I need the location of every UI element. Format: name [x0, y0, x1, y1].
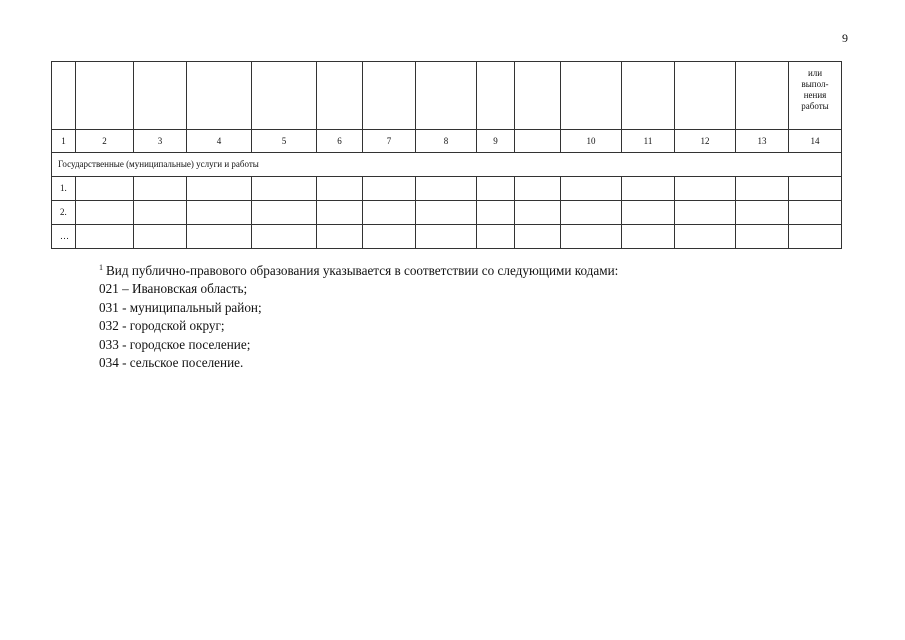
table-cell: [76, 177, 134, 201]
table-cell: [675, 201, 736, 225]
section-title: Государственные (муниципальные) услуги и работы: [52, 153, 842, 177]
table-cell: [622, 177, 675, 201]
table-cell: [134, 177, 187, 201]
column-number: 5: [252, 130, 317, 153]
table-cell: [736, 177, 789, 201]
header-cell: [675, 62, 736, 130]
table-cell: [515, 201, 561, 225]
table-row: [52, 225, 842, 249]
table-header-row: [52, 62, 842, 130]
table-cell: [561, 201, 622, 225]
table-cell: [252, 225, 317, 249]
header-cell: [416, 62, 477, 130]
footnote: [99, 259, 799, 372]
table-cell: [187, 225, 252, 249]
table-cell: [561, 177, 622, 201]
header-text-line: или: [807, 68, 823, 78]
table-cell: [515, 177, 561, 201]
table-row: [52, 177, 842, 201]
header-cell: [515, 62, 561, 130]
column-number: 2: [76, 130, 134, 153]
table-cell: [317, 225, 363, 249]
table-cell: [622, 225, 675, 249]
table-cell: [363, 225, 416, 249]
header-cell: [317, 62, 363, 130]
header-cell: [622, 62, 675, 130]
column-number: 13: [736, 130, 789, 153]
column-number: 7: [363, 130, 416, 153]
header-cell: [252, 62, 317, 130]
row-number: 1.: [52, 177, 76, 201]
column-number: 9: [477, 130, 515, 153]
table-cell: [675, 225, 736, 249]
column-number: 1: [52, 130, 76, 153]
table-cell: [789, 201, 842, 225]
section-row: [52, 153, 842, 177]
table-cell: [134, 225, 187, 249]
table-cell: [736, 201, 789, 225]
code-item: 031 - муниципальный район;: [99, 299, 262, 315]
table-cell: [561, 225, 622, 249]
table-cell: [363, 201, 416, 225]
table-row: [52, 201, 842, 225]
table-cell: [187, 201, 252, 225]
column-number: 8: [416, 130, 477, 153]
table-cell: [515, 225, 561, 249]
column-number: 6: [317, 130, 363, 153]
table-cell: [477, 201, 515, 225]
header-cell: [134, 62, 187, 130]
table-cell: [134, 201, 187, 225]
footnote-intro: Вид публично-правового образования указывается в соответствии со следующими кодами:: [106, 263, 619, 278]
table-cell: [736, 225, 789, 249]
form-table: [51, 61, 842, 249]
header-cell: [76, 62, 134, 130]
table-cell: [622, 201, 675, 225]
column-number: 3: [134, 130, 187, 153]
code-item: 032 - городской округ;: [99, 318, 225, 334]
header-cell: [477, 62, 515, 130]
table-cell: [363, 177, 416, 201]
code-item: 034 - сельское поселение.: [99, 355, 244, 371]
table-cell: [76, 201, 134, 225]
table-cell: [317, 201, 363, 225]
footnote-marker: 1: [99, 263, 103, 272]
code-item: 033 - городское поселение;: [99, 336, 251, 352]
table-cell: [477, 225, 515, 249]
table-cell: [789, 177, 842, 201]
table-cell: [675, 177, 736, 201]
header-cell: [561, 62, 622, 130]
header-cell: [52, 62, 76, 130]
header-cell-last: [789, 62, 842, 130]
table-cell: [76, 225, 134, 249]
table-cell: [187, 177, 252, 201]
table-cell: [252, 177, 317, 201]
column-number: 12: [675, 130, 736, 153]
table-cell: [477, 177, 515, 201]
page-number: 9: [842, 31, 848, 45]
header-text-line: выпол-: [801, 79, 829, 89]
column-number: 14: [789, 130, 842, 153]
table-cell: [317, 177, 363, 201]
table-cell: [416, 201, 477, 225]
column-number: [515, 130, 561, 153]
column-number: 10: [561, 130, 622, 153]
header-cell: [363, 62, 416, 130]
row-number: 2.: [52, 201, 76, 225]
column-number: 4: [187, 130, 252, 153]
table-cell: [416, 177, 477, 201]
row-number: …: [52, 225, 76, 249]
table-cell: [789, 225, 842, 249]
code-item: 021 – Ивановская область;: [99, 281, 248, 297]
column-number: 11: [622, 130, 675, 153]
header-cell: [187, 62, 252, 130]
header-text-line: работы: [801, 101, 829, 111]
table-cell: [252, 201, 317, 225]
column-number-row: [52, 130, 842, 153]
footnote-intro-line: [99, 259, 799, 280]
header-cell: [736, 62, 789, 130]
header-text-line: нения: [803, 90, 827, 100]
table-cell: [416, 225, 477, 249]
